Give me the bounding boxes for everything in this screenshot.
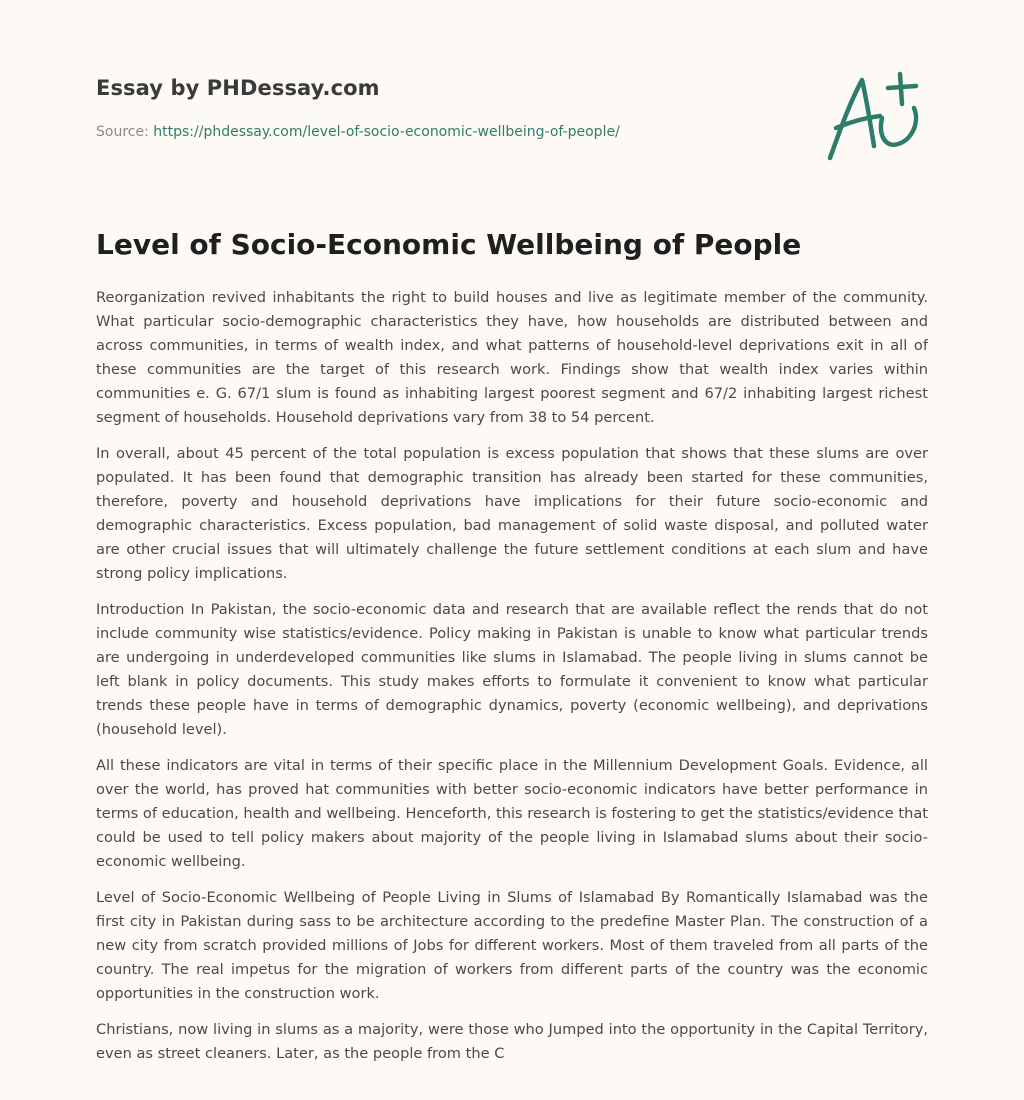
essay-body bbox=[96, 286, 928, 1086]
essay-paragraph: Level of Socio-Economic Wellbeing of People Living in Slums of Islamabad By Romantically Islamabad was the first city in Pakistan during sass to be architecture according to the predefine Master Plan. The construction of a new city from scratch provided millions of Jobs for different workers. Most of them traveled from all parts of the country. The real impetus for the migration of workers from different parts of the country was the economic opportunities in the construction work. bbox=[96, 889, 928, 1002]
site-brand: Essay by PHDessay.com bbox=[96, 76, 380, 100]
essay-paragraph: All these indicators are vital in terms of their specific place in the Millennium Development Goals. Evidence, all over the world, has proved hat communities with better socio-economic indicators have better performance in terms of education, health and wellbeing. Henceforth, this research is fostering to get the statistics/evidence that could be used to tell policy makers about majority of the people living in Islamabad slums about their socio-economic wellbeing. bbox=[96, 757, 928, 870]
essay-paragraph: Reorganization revived inhabitants the right to build houses and live as legitimate member of the community. What particular socio-demographic characteristics they have, how households are distributed between and across communities, in terms of wealth index, and what patterns of household-level deprivations exit in all of these communities are the target of this research work. Findings show that wealth index varies within communities e. G. 67/1 slum is found as inhabiting largest poorest segment and 67/2 inhabiting largest richest segment of households. Household deprivations vary from 38 to 54 percent. bbox=[96, 289, 928, 426]
essay-paragraph: Introduction In Pakistan, the socio-economic data and research that are available reflect the rends that do not include community wise statistics/evidence. Policy making in Pakistan is unable to know what particular trends are undergoing in underdeveloped communities like slums in Islamabad. The people living in slums cannot be left blank in policy documents. This study makes efforts to formulate it convenient to know what particular trends these people have in terms of demographic dynamics, poverty (economic wellbeing), and deprivations (household level). bbox=[96, 601, 928, 738]
essay-paragraph: In overall, about 45 percent of the total population is excess population that shows that these slums are over populated. It has been found that demographic transition has already been started for these communities, therefore, poverty and household deprivations have implications for their future socio-economic and demographic characteristics. Excess population, bad management of solid waste disposal, and polluted water are other crucial issues that will ultimately challenge the future settlement conditions at each slum and have strong policy implications. bbox=[96, 445, 928, 582]
source-link[interactable]: https://phdessay.com/level-of-socio-economic-wellbeing-of-people/ bbox=[153, 124, 620, 140]
essay-title: Level of Socio-Economic Wellbeing of People bbox=[96, 228, 802, 261]
source-label: Source: bbox=[96, 124, 154, 140]
essay-paragraph: Christians, now living in slums as a majority, were those who Jumped into the opportunity in the Capital Territory, even as street cleaners. Later, as the people from the C bbox=[96, 1021, 928, 1062]
source-line bbox=[96, 124, 620, 140]
a-plus-grade-icon bbox=[820, 66, 930, 166]
